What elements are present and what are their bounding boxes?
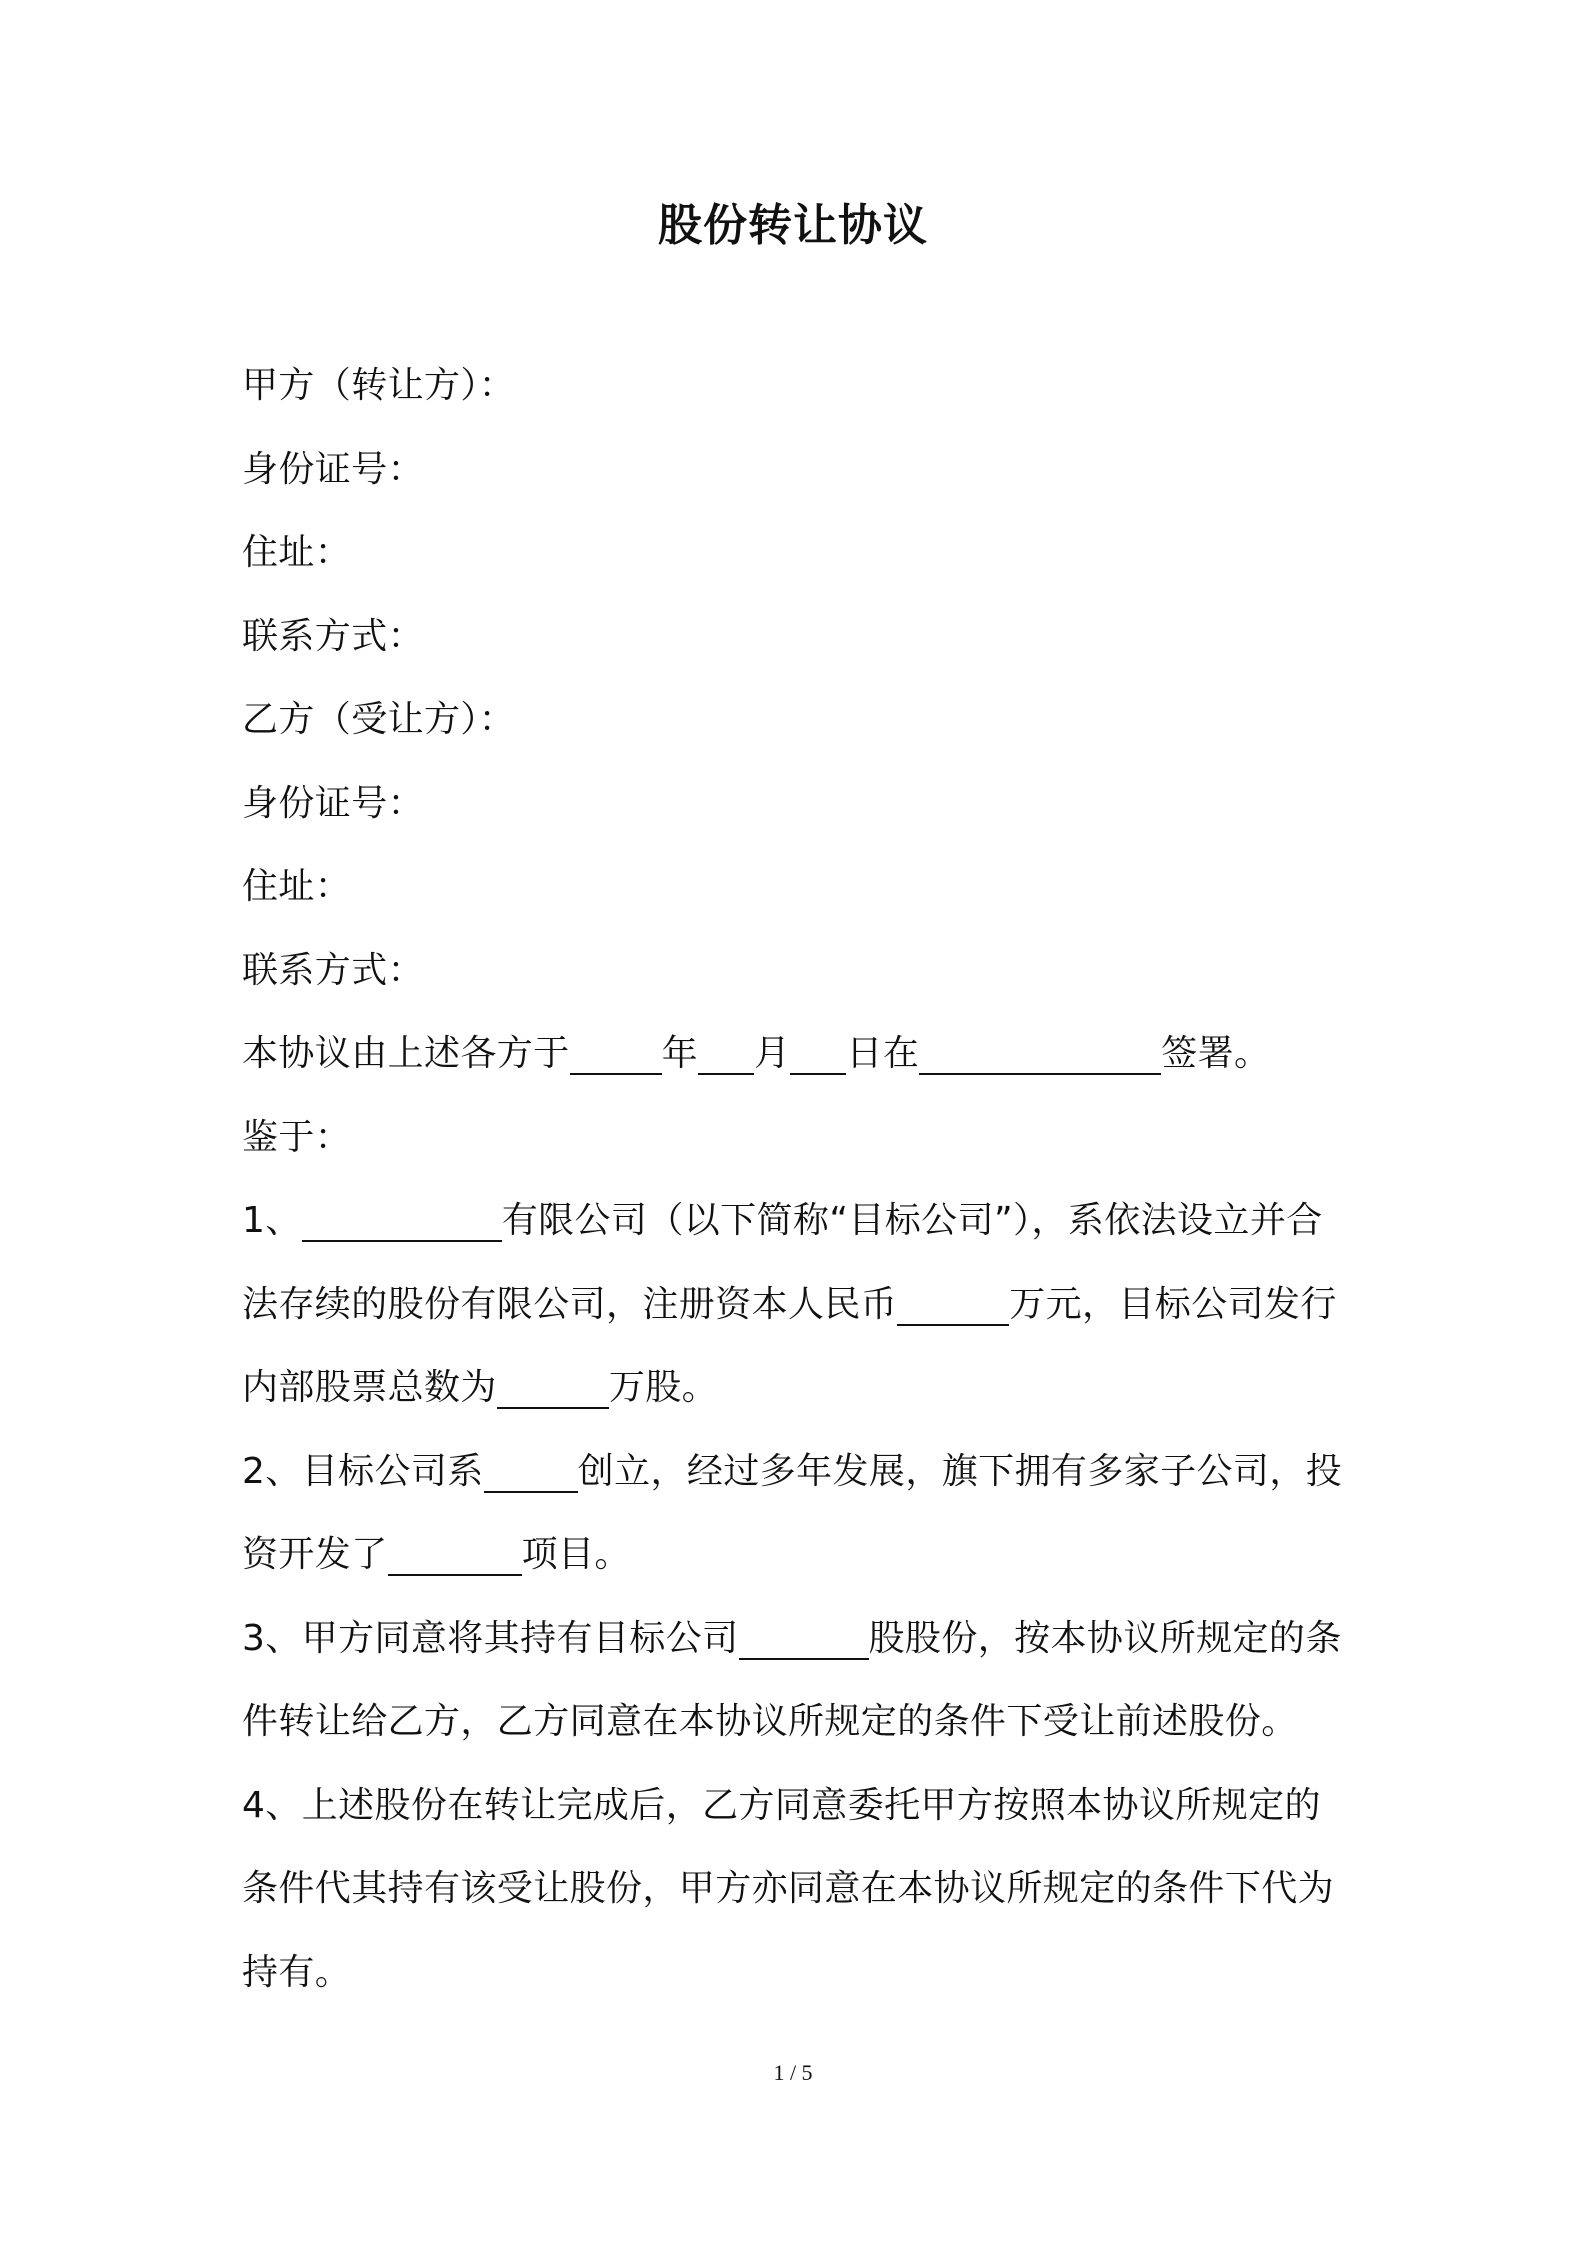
clause-4-line-2: 条件代其持有该受让股份，甲方亦同意在本协议所规定的条件下代为 — [242, 1868, 1335, 1909]
clause-1-text-5: 万股。 — [608, 1367, 719, 1408]
party-b-label: 乙方（受让方）： — [242, 699, 516, 740]
founding-blank — [484, 1455, 578, 1493]
project-blank — [388, 1538, 522, 1576]
shares-held-blank — [739, 1622, 869, 1660]
clause-1-text-4: 内部股票总数为 — [242, 1367, 497, 1408]
clause-1-text-3: 万元，目标公司发行 — [1009, 1283, 1337, 1325]
clause-2-text-4: 项目。 — [521, 1534, 631, 1575]
clause-2-text-2: 创立，经过多年发展，旗下拥有多家子公司，投 — [577, 1450, 1343, 1492]
clause-3-line-1 — [242, 1597, 1350, 1681]
party-a-label: 甲方（转让方）： — [242, 365, 516, 406]
party-b-address-label: 住址： — [242, 866, 352, 907]
signing-line — [242, 1012, 1350, 1096]
signing-text-4: 日在 — [846, 1033, 920, 1074]
party-a-id-label: 身份证号： — [242, 448, 425, 490]
party-a-address-label: 住址： — [242, 532, 352, 573]
document-body — [242, 344, 1350, 2014]
clause-1-line-2 — [242, 1263, 1350, 1347]
clause-1-text-2: 法存续的股份有限公司，注册资本人民币 — [242, 1283, 898, 1325]
signing-text-3: 月 — [754, 1033, 791, 1074]
party-b-contact-label: 联系方式： — [242, 949, 425, 991]
company-name-blank — [302, 1204, 502, 1242]
clause-1-number: 1、 — [242, 1200, 302, 1241]
year-blank — [570, 1037, 662, 1075]
clause-2-text-1: 2、目标公司系 — [242, 1450, 484, 1492]
clause-4-line-1: 4、上述股份在转让完成后，乙方同意委托甲方按照本协议所规定的 — [242, 1784, 1321, 1826]
share-total-blank — [497, 1371, 609, 1409]
signing-text-2: 年 — [661, 1033, 699, 1074]
clause-4-line-3: 持有。 — [242, 1951, 352, 1993]
clause-2-line-1 — [242, 1430, 1350, 1514]
whereas-heading: 鉴于： — [242, 1116, 352, 1158]
clause-2-line-2 — [242, 1513, 1350, 1597]
clause-3-text-1: 3、甲方同意将其持有目标公司 — [242, 1617, 739, 1659]
page-number: 1 / 5 — [773, 2060, 813, 2085]
clause-2-text-3: 资开发了 — [242, 1534, 388, 1575]
clause-1-line-1 — [242, 1179, 1350, 1263]
day-blank — [790, 1037, 846, 1075]
clause-1-text-1: 有限公司（以下简称“目标公司”），系依法设立并合 — [501, 1200, 1323, 1241]
clause-1-line-3 — [242, 1346, 1350, 1430]
signing-text-5: 签署。 — [1161, 1033, 1271, 1074]
month-blank — [698, 1037, 754, 1075]
party-a-contact-label: 联系方式： — [242, 615, 425, 657]
clause-3-text-2: 股股份，按本协议所规定的条 — [868, 1617, 1342, 1659]
clause-3-line-2: 件转让给乙方，乙方同意在本协议所规定的条件下受让前述股份。 — [242, 1701, 1298, 1742]
party-b-id-label: 身份证号： — [242, 782, 425, 824]
place-blank — [919, 1037, 1161, 1075]
document-title: 股份转让协议 — [658, 200, 928, 251]
signing-text-1: 本协议由上述各方于 — [242, 1033, 570, 1074]
capital-blank — [897, 1288, 1009, 1326]
